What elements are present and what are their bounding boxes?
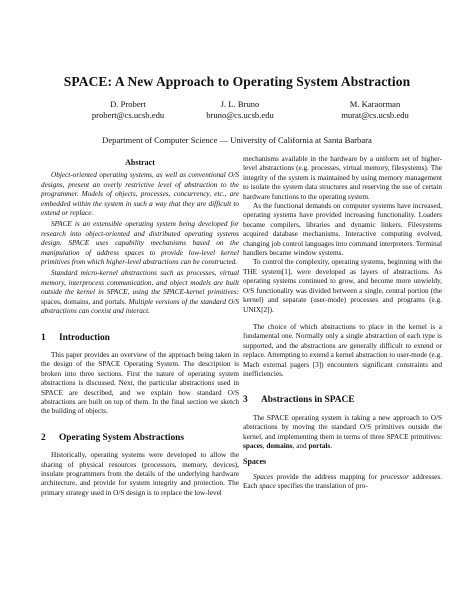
- body-paragraph: Historically, operating systems were developed to allow the sharing of physical resources (processors, memory, devices), insulate programmers from the details of the underlying hardware architecture, and provide for system integrity and protection. The primary strategy used in O/S design is to replace the low-level: [41, 451, 239, 497]
- abstract-heading: Abstract: [125, 158, 155, 167]
- body-paragraph: mechanisms available in the hardware by a uniform set of higher-level abstractions (e.g. processes, virtual memory, filesystems). The integrity of the system is maintained by using memory management to isolate the system data structures and reserving the use of certain hardware functions to the operating system.: [243, 155, 442, 201]
- author-email: bruno@cs.ucsb.edu: [206, 110, 274, 120]
- body-text: specifies the translation of pro-: [275, 482, 368, 491]
- abstract-text: Standard micro-kernel abstractions such as processes, virtual memory, interprocess communication, and object models are built outside the kernel in SPACE, using the SPACE-kernel primitives:: [41, 269, 239, 297]
- section-number: 3: [243, 395, 248, 406]
- author-name: D. Probert: [110, 99, 146, 109]
- section-title: Operating System Abstractions: [59, 432, 184, 443]
- abstract-primitives: spaces, domains, and portals: [41, 297, 125, 306]
- term-space: space: [259, 482, 276, 491]
- term-portals: portals: [308, 441, 331, 450]
- section-title: Introduction: [59, 332, 110, 343]
- section-number: 1: [41, 332, 46, 343]
- term-domains: domains: [266, 441, 293, 450]
- term-spaces: Spaces: [253, 472, 274, 481]
- section-title: Abstractions in SPACE: [261, 395, 355, 406]
- section-number: 2: [41, 432, 46, 443]
- abstract-paragraph: [41, 269, 239, 316]
- abstract-paragraph: Object-oriented operating systems, as well as conventional O/S designs, present an overly restrictive level of abstraction to the programmer. Models of objects, processes, concurrency, etc., are embedded within the system in such a way that they are difficult to extend or replace.: [41, 171, 239, 218]
- abstract-paragraph: SPACE is an extensible operating system being developed for research into object-oriented and distributed operating systems design. SPACE uses capability mechanisms based on the manipulation of address spaces to provide low-level kernel primitives from which higher-level abstractions can be constructed.: [41, 220, 239, 267]
- author-email: probert@cs.ucsb.edu: [91, 110, 165, 120]
- paper-title: SPACE: A New Approach to Operating System Abstraction: [63, 74, 411, 89]
- section-heading-os-abstractions: [41, 434, 239, 443]
- author-name: J. L. Bruno: [220, 99, 260, 109]
- body-paragraph: As the functional demands on computer systems have increased, operating systems have provided increasing functionality. Loaders became compilers, libraries and dynamic linkers. Filesystems acquired database mechanisms. Interactive computing evolved, changing job control languages into command interpreters. Terminal handlers became window systems.: [243, 202, 442, 258]
- body-text: .: [330, 441, 333, 450]
- body-paragraph: [243, 414, 442, 452]
- affiliation: Department of Computer Science — University of California at Santa Barbara: [102, 135, 372, 145]
- abstract: [41, 171, 239, 316]
- body-text: , and: [292, 441, 309, 450]
- body-paragraph: [243, 473, 442, 492]
- body-text: ,: [262, 441, 267, 450]
- author-name: M. Karaorman: [349, 99, 401, 109]
- section-heading-introduction: [41, 334, 239, 343]
- author-bruno: [170, 99, 310, 121]
- section-heading-abstractions-in-space: [243, 396, 442, 405]
- left-column: [41, 158, 239, 498]
- term-spaces: spaces: [243, 441, 263, 450]
- body-paragraph: This paper provides an overview of the approach being taken in the design of the SPACE Operating System. The description is broken into three sections. First the nature of operating system abstractions is discussed. Next, the particular abstractions used in SPACE are described, and we explain how standard O/S abstractions are built on top of them. In the final section we sketch the building of objects.: [41, 350, 239, 416]
- subsection-heading-spaces: Spaces: [243, 457, 267, 467]
- body-paragraph: To control the complexity, operating systems, beginning with the THE system[1], were developed as layers of abstractions. As operating systems continued to grow, and become more unwieldy, O/S functionality was divided between a single, central portion (the kernel) and separate (user-mode) processes and programs (e.g. UNIX[2]).: [243, 258, 442, 314]
- right-column: [243, 155, 442, 492]
- body-text: provide the address mapping for: [273, 472, 381, 481]
- author-karaorman: [300, 99, 450, 121]
- abstract-text: . Multiple versions of the standard O/S abstractions can coexist and interact.: [41, 297, 239, 316]
- body-text: The SPACE operating system is taking a new approach to O/S abstractions by moving the standard O/S primitives outside the kernel, and implementing them in terms of three SPACE primitives:: [243, 413, 442, 441]
- author-email: murat@cs.ucsb.edu: [341, 110, 409, 120]
- body-text: addresses. Each: [243, 472, 442, 491]
- body-paragraph: The choice of which abstractions to place in the kernel is a fundamental one. Normally only a single abstraction of each type is supported, and the abstractions are generally difficult to extend or replace. Attempting to extend a kernel abstraction to user-mode (e.g. Mach external pagers [3]) encounters significant constraints and inefficiencies.: [243, 322, 442, 378]
- term-processor: processor: [380, 472, 409, 481]
